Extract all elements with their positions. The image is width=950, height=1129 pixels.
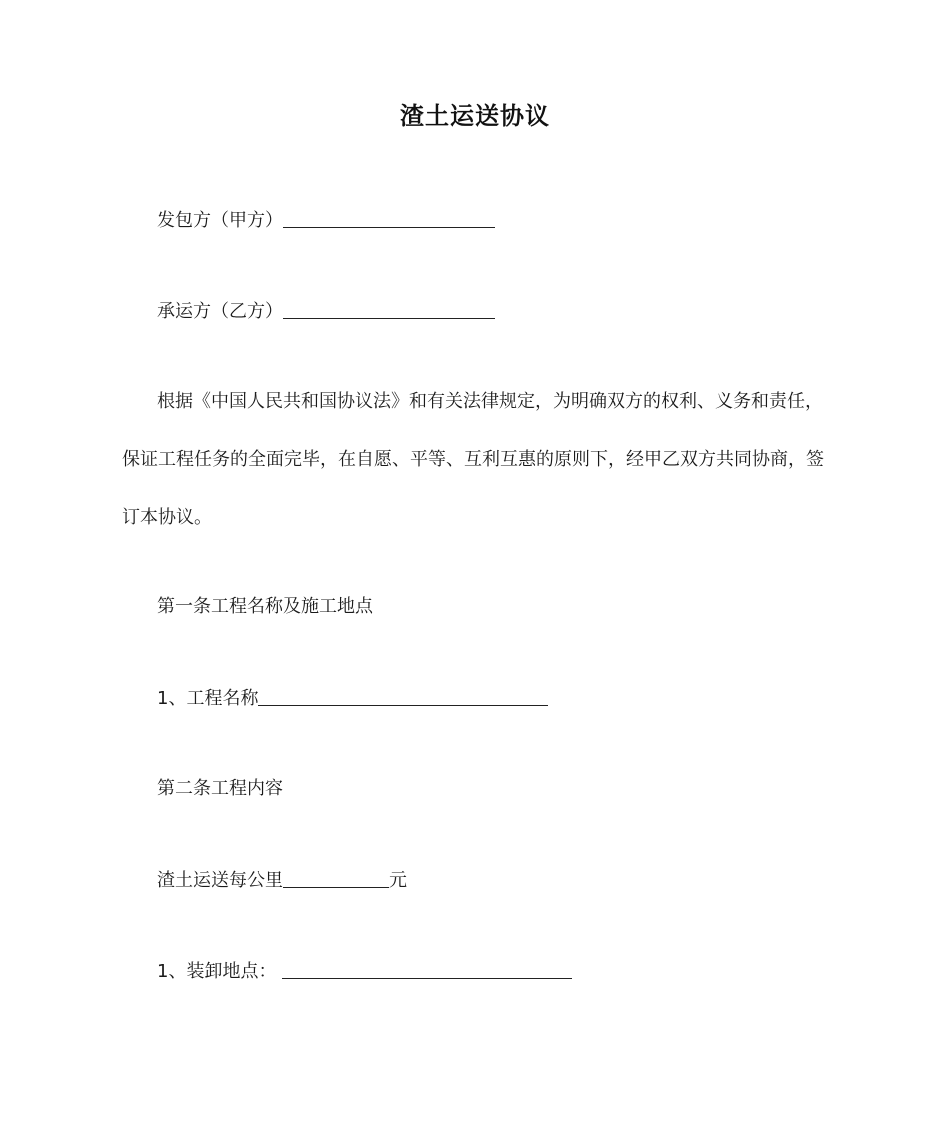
rate-blank[interactable] (283, 867, 389, 888)
party-b-line (157, 298, 495, 325)
preamble-line-1: 根据《中国人民共和国协议法》和有关法律规定，为明确双方的权利、义务和责任， (157, 391, 823, 412)
preamble-line-2: 保证工程任务的全面完毕，在自愿、平等、互利互惠的原则下，经甲乙双方共同协商，签 (122, 449, 824, 470)
rate-label: 渣土运送每公里 (157, 870, 283, 891)
party-a-label: 发包方（甲方） (157, 210, 283, 231)
party-b-blank[interactable] (283, 298, 495, 319)
project-name-blank[interactable] (258, 685, 548, 706)
rate-line (157, 867, 407, 894)
party-a-blank[interactable] (283, 207, 495, 228)
project-name-line (157, 685, 548, 712)
project-name-label: 1、工程名称 (157, 688, 259, 709)
loading-location-blank[interactable] (282, 958, 572, 979)
article-2-heading: 第二条工程内容 (157, 778, 283, 799)
loading-location-line (157, 958, 572, 985)
article-1-heading: 第一条工程名称及施工地点 (157, 596, 373, 617)
rate-unit: 元 (389, 870, 407, 891)
preamble-line-3: 订本协议。 (122, 507, 212, 528)
party-b-label: 承运方（乙方） (157, 301, 283, 322)
loading-location-label: 1、装卸地点： (157, 961, 277, 982)
document-title: 渣土运送协议 (400, 102, 550, 130)
party-a-line (157, 207, 495, 234)
